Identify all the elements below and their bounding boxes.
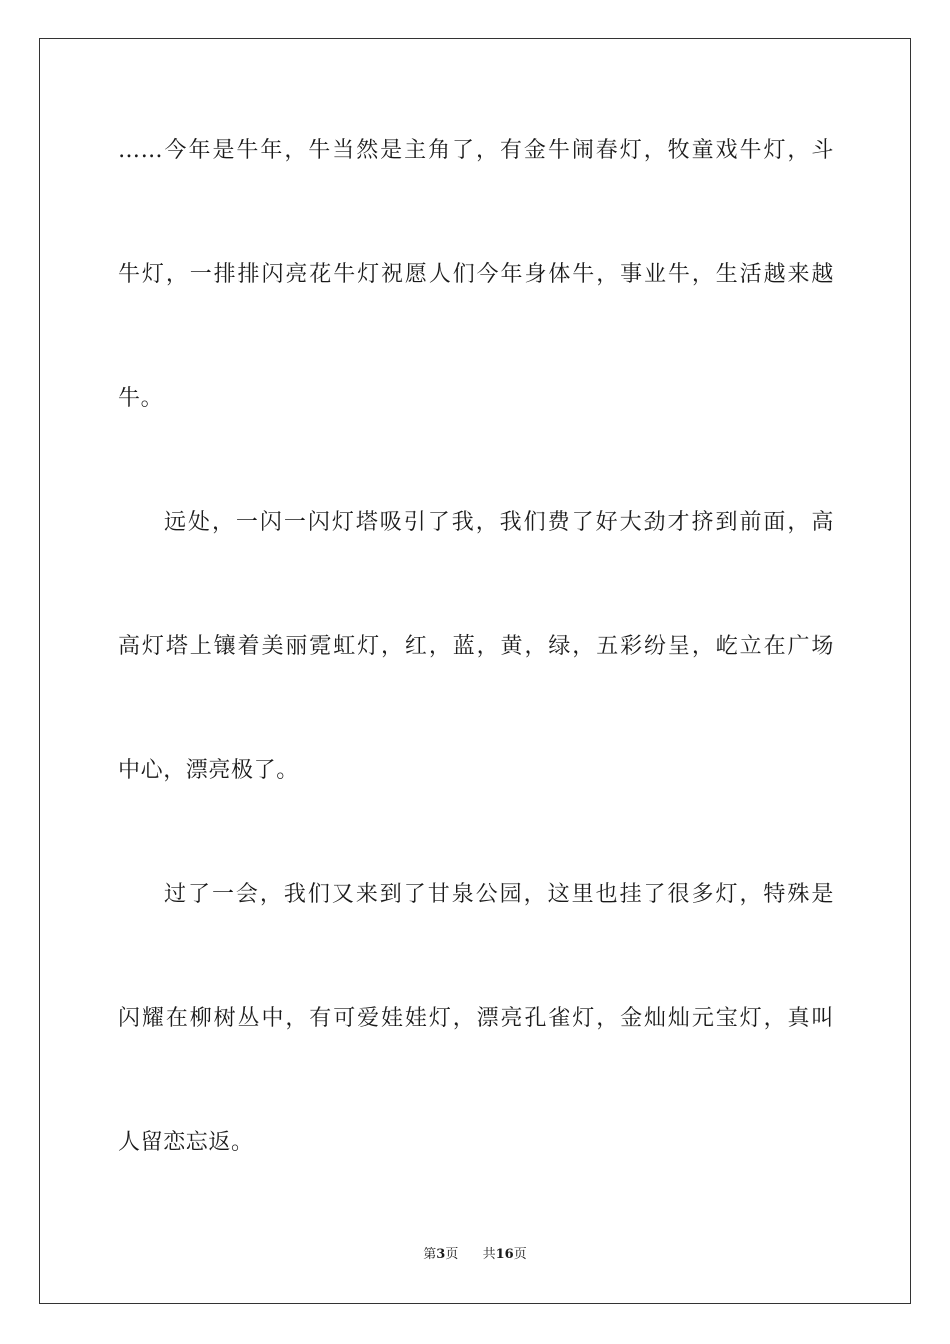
page-prefix: 第 <box>423 1247 437 1262</box>
total-suffix: 页 <box>513 1247 527 1262</box>
total-pages: 16 <box>495 1247 514 1262</box>
paragraph-line: 高灯塔上镶着美丽霓虹灯，红，蓝，黄，绿，五彩纷呈，屹立在广场 <box>118 634 834 659</box>
paragraph-line: 人留恋忘返。 <box>118 1130 254 1155</box>
page-border <box>39 38 911 1304</box>
paragraph-line: 远处，一闪一闪灯塔吸引了我，我们费了好大劲才挤到前面，高 <box>164 510 834 535</box>
paragraph-line: 中心，漂亮极了。 <box>118 758 299 783</box>
paragraph-line: 牛。 <box>118 386 164 411</box>
page-number: 3 <box>436 1247 446 1262</box>
paragraph-line: 过了一会，我们又来到了甘泉公园，这里也挂了很多灯，特殊是 <box>164 882 834 907</box>
page-suffix: 页 <box>445 1247 459 1262</box>
paragraph-line: 牛灯，一排排闪亮花牛灯祝愿人们今年身体牛，事业牛，生活越来越 <box>118 262 834 287</box>
paragraph-line: 闪耀在柳树丛中，有可爱娃娃灯，漂亮孔雀灯，金灿灿元宝灯，真叫 <box>118 1006 834 1031</box>
total-prefix: 共 <box>482 1247 496 1262</box>
paragraph-line: ……今年是牛年，牛当然是主角了，有金牛闹春灯，牧童戏牛灯，斗 <box>118 138 834 163</box>
page-footer <box>0 1246 950 1264</box>
